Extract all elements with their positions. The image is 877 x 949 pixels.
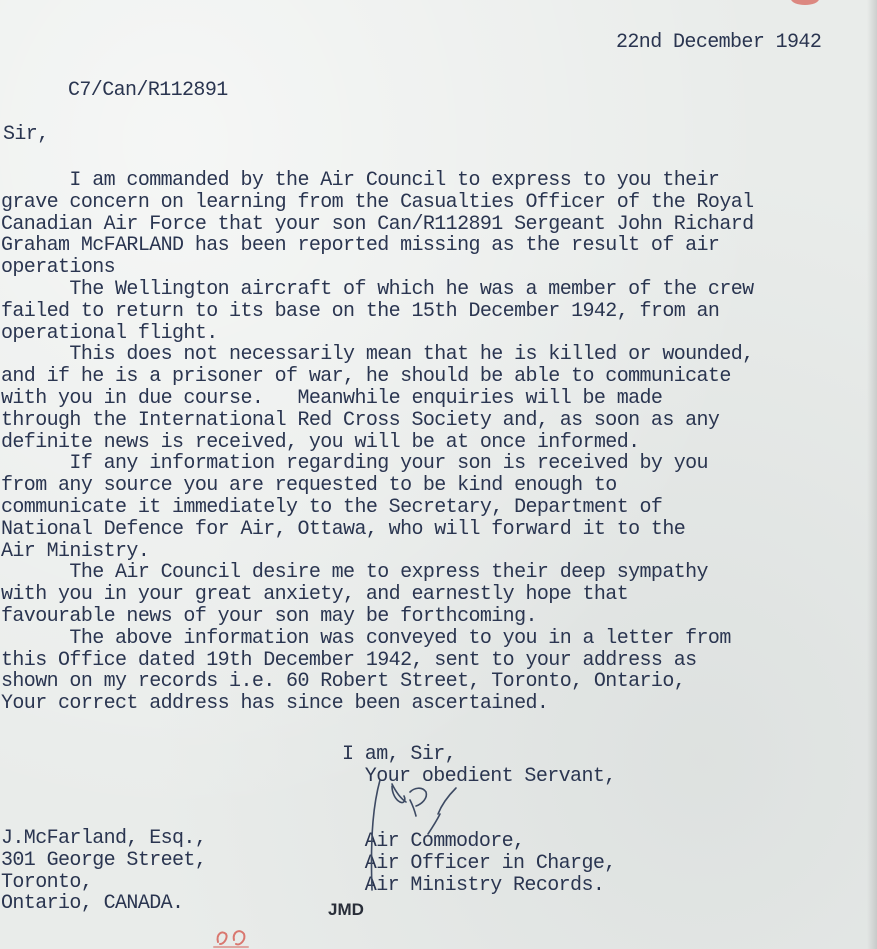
letter-date: 22nd December 1942 xyxy=(616,31,822,54)
letter-body: I am commanded by the Air Council to express to you their grave concern on learning from the Casualties Officer of the Royal Canadian Air Force that your son Can/R112891 Sergeant John Richard Graham McFARLAND has been reported missing as the result of air operations The Wellington aircraft of which he was a member of the crew failed to return to its base on the 15th December 1942, from an operational flight. This does not necessarily mean that he is killed or wounded, and if he is a prisoner of war, he should be able to communicate with you in due course. Meanwhile enquiries will be made through the International Red Cross Society and, as soon as any definite news is received, you will be at once informed. If any information regarding your son is received by you from any source you are requested to be kind enough to communicate it immediately to the Secretary, Department of National Defence for Air, Ottawa, who will forward it to the Air Ministry. The Air Council desire me to express their deep sympathy with you in your great anxiety, and earnestly hope that favourable news of your son may be forthcoming. The above information was conveyed to you in a letter from this Office dated 19th December 1942, sent to your address as shown on my records i.e. 60 Robert Street, Toronto, Ontario, Your correct address has since been ascertained. xyxy=(1,169,754,716)
salutation: Sir, xyxy=(3,123,49,146)
red-ink-mark-icon xyxy=(212,922,252,949)
recipient-address: J.McFarland, Esq., 301 George Street, Toronto, Ontario, CANADA. xyxy=(1,827,207,916)
red-corner-mark-icon xyxy=(790,0,820,6)
reference-number: C7/Can/R112891 xyxy=(68,79,228,102)
typist-initials: JMD xyxy=(328,900,364,919)
scan-edge-shadow xyxy=(867,0,877,949)
handwritten-signature-icon xyxy=(352,762,472,902)
closing-block: I am, Sir, Your obedient Servant, Air Commodore, Air Officer in Charge, Air Ministry Records. xyxy=(342,743,616,897)
